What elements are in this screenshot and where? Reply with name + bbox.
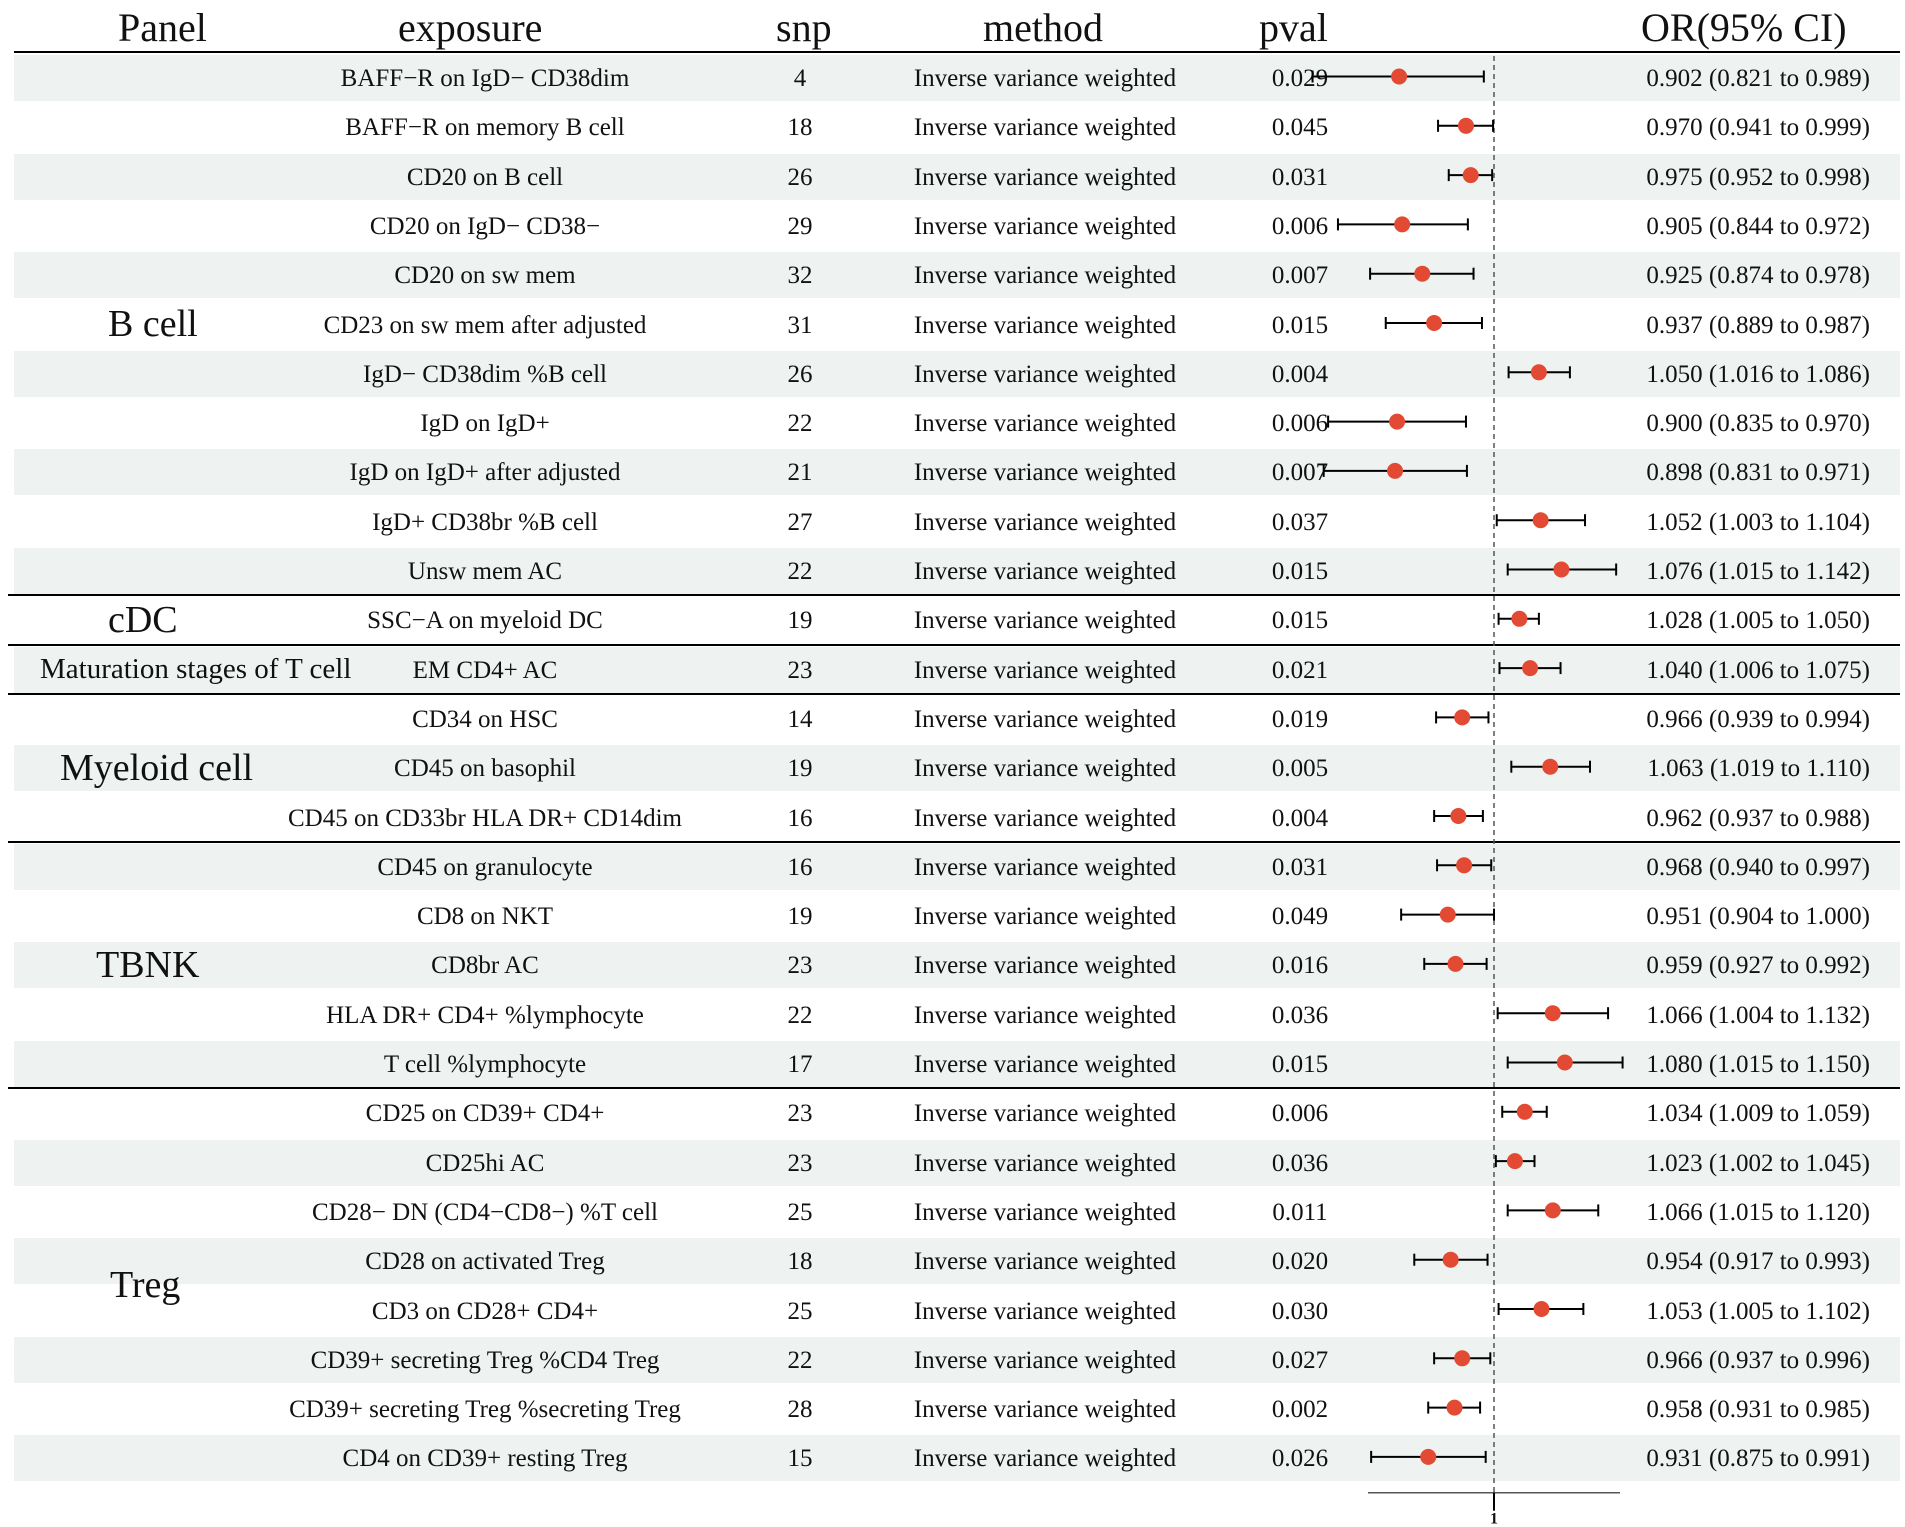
header-panel: Panel <box>118 5 207 50</box>
pval-cell: 0.002 <box>1271 1396 1329 1424</box>
pval-cell: 0.005 <box>1271 755 1329 783</box>
method-cell: Inverse variance weighted <box>913 952 1177 980</box>
point-estimate <box>1545 1005 1561 1021</box>
or-ci-cell: 0.898 (0.831 to 0.971) <box>1646 459 1870 487</box>
snp-cell: 25 <box>787 1198 813 1226</box>
method-cell: Inverse variance weighted <box>913 459 1177 487</box>
point-estimate <box>1533 512 1549 528</box>
method-cell: Inverse variance weighted <box>913 212 1177 240</box>
point-estimate <box>1391 69 1407 85</box>
point-estimate <box>1534 1301 1550 1317</box>
snp-cell: 22 <box>787 1346 813 1374</box>
pval-cell: 0.004 <box>1271 804 1329 832</box>
point-estimate <box>1454 1350 1470 1366</box>
method-cell: Inverse variance weighted <box>913 360 1177 388</box>
pval-cell: 0.004 <box>1271 360 1329 388</box>
pval-cell: 0.015 <box>1271 558 1329 585</box>
snp-cell: 19 <box>787 607 813 635</box>
point-estimate <box>1517 1104 1533 1120</box>
exposure-cell: CD28− DN (CD4−CD8−) %T cell <box>312 1198 658 1226</box>
snp-cell: 18 <box>787 1248 813 1276</box>
exposure-cell: T cell %lymphocyte <box>383 1051 587 1078</box>
snp-cell: 31 <box>787 311 813 339</box>
point-estimate <box>1463 167 1479 183</box>
method-cell: Inverse variance weighted <box>913 1149 1177 1177</box>
point-estimate <box>1557 1055 1573 1071</box>
method-cell: Inverse variance weighted <box>913 804 1177 832</box>
pval-cell: 0.006 <box>1271 212 1329 240</box>
snp-cell: 23 <box>787 1149 813 1177</box>
exposure-cell: HLA DR+ CD4+ %lymphocyte <box>326 1001 644 1029</box>
or-ci-cell: 0.902 (0.821 to 0.989) <box>1646 65 1870 92</box>
point-estimate <box>1443 1252 1459 1268</box>
exposure-cell: IgD on IgD+ <box>420 410 550 438</box>
exposure-cell: Unsw mem AC <box>407 558 563 585</box>
or-ci-cell: 1.080 (1.015 to 1.150) <box>1646 1051 1870 1078</box>
exposure-cell: CD4 on CD39+ resting Treg <box>342 1445 628 1473</box>
pval-cell: 0.029 <box>1271 65 1329 92</box>
point-estimate <box>1458 118 1474 134</box>
pval-cell: 0.006 <box>1271 1100 1329 1128</box>
exposure-cell: IgD on IgD+ after adjusted <box>349 459 621 487</box>
snp-cell: 26 <box>787 163 813 191</box>
snp-cell: 21 <box>787 459 813 487</box>
or-ci-cell: 0.968 (0.940 to 0.997) <box>1646 853 1870 881</box>
pval-cell: 0.006 <box>1271 410 1329 438</box>
header-method: method <box>983 5 1103 50</box>
or-ci-cell: 0.958 (0.931 to 0.985) <box>1646 1396 1870 1424</box>
method-cell: Inverse variance weighted <box>913 262 1177 290</box>
snp-cell: 18 <box>787 114 813 142</box>
exposure-cell: CD8br AC <box>431 952 539 980</box>
panel-label: B cell <box>108 303 198 345</box>
or-ci-cell: 1.023 (1.002 to 1.045) <box>1646 1149 1870 1177</box>
method-cell: Inverse variance weighted <box>913 607 1177 635</box>
pval-cell: 0.015 <box>1271 1051 1329 1078</box>
or-ci-cell: 1.040 (1.006 to 1.075) <box>1646 656 1870 684</box>
method-cell: Inverse variance weighted <box>913 1346 1177 1374</box>
or-ci-cell: 0.954 (0.917 to 0.993) <box>1646 1248 1870 1276</box>
method-cell: Inverse variance weighted <box>913 1445 1177 1473</box>
pval-cell: 0.007 <box>1271 262 1329 290</box>
snp-cell: 28 <box>787 1396 813 1424</box>
or-ci-cell: 0.966 (0.937 to 0.996) <box>1646 1346 1870 1374</box>
or-ci-cell: 1.066 (1.004 to 1.132) <box>1646 1001 1870 1029</box>
or-ci-cell: 1.028 (1.005 to 1.050) <box>1646 607 1870 635</box>
exposure-cell: BAFF−R on IgD− CD38dim <box>340 65 630 92</box>
exposure-cell: CD23 on sw mem after adjusted <box>323 311 647 339</box>
point-estimate <box>1426 315 1442 331</box>
point-estimate <box>1394 216 1410 232</box>
pval-cell: 0.031 <box>1271 853 1329 881</box>
or-ci-cell: 0.951 (0.904 to 1.000) <box>1646 903 1870 931</box>
exposure-cell: CD20 on B cell <box>406 163 564 191</box>
exposure-cell: CD45 on CD33br HLA DR+ CD14dim <box>288 804 682 832</box>
snp-cell: 29 <box>787 212 813 240</box>
or-ci-cell: 1.076 (1.015 to 1.142) <box>1646 558 1870 585</box>
pval-cell: 0.049 <box>1271 903 1329 931</box>
or-ci-cell: 0.959 (0.927 to 0.992) <box>1646 952 1870 980</box>
exposure-cell: IgD+ CD38br %B cell <box>372 508 598 536</box>
pval-cell: 0.036 <box>1271 1001 1329 1029</box>
snp-cell: 25 <box>787 1297 813 1325</box>
point-estimate <box>1387 463 1403 479</box>
method-cell: Inverse variance weighted <box>913 65 1177 92</box>
method-cell: Inverse variance weighted <box>913 1198 1177 1226</box>
exposure-cell: CD39+ secreting Treg %CD4 Treg <box>310 1346 660 1374</box>
panel-label: Maturation stages of T cell <box>40 653 352 686</box>
exposure-cell: CD20 on IgD− CD38− <box>369 212 601 240</box>
exposure-cell: CD25 on CD39+ CD4+ <box>365 1100 605 1128</box>
method-cell: Inverse variance weighted <box>913 903 1177 931</box>
pval-cell: 0.020 <box>1271 1248 1329 1276</box>
pval-cell: 0.037 <box>1271 508 1329 536</box>
snp-cell: 23 <box>787 1100 813 1128</box>
method-cell: Inverse variance weighted <box>913 163 1177 191</box>
point-estimate <box>1531 364 1547 380</box>
point-estimate <box>1414 266 1430 282</box>
point-estimate <box>1507 1153 1523 1169</box>
point-estimate <box>1420 1449 1436 1465</box>
snp-cell: 23 <box>787 656 813 684</box>
method-cell: Inverse variance weighted <box>913 1051 1177 1078</box>
method-cell: Inverse variance weighted <box>913 1297 1177 1325</box>
exposure-cell: CD39+ secreting Treg %secreting Treg <box>289 1396 681 1424</box>
or-ci-cell: 1.053 (1.005 to 1.102) <box>1646 1297 1870 1325</box>
x-axis-tick-label: 1 <box>1490 1510 1498 1527</box>
pval-cell: 0.016 <box>1271 952 1329 980</box>
point-estimate <box>1454 709 1470 725</box>
point-estimate <box>1522 660 1538 676</box>
exposure-cell: CD25hi AC <box>425 1149 545 1177</box>
point-estimate <box>1450 808 1466 824</box>
pval-cell: 0.007 <box>1271 459 1329 487</box>
exposure-cell: CD8 on NKT <box>416 903 554 931</box>
pval-cell: 0.015 <box>1271 311 1329 339</box>
panel-label: Myeloid cell <box>60 746 254 789</box>
snp-cell: 4 <box>793 65 807 92</box>
point-estimate <box>1511 611 1527 627</box>
exposure-cell: CD20 on sw mem <box>394 262 576 290</box>
or-ci-cell: 1.063 (1.019 to 1.110) <box>1647 755 1870 783</box>
snp-cell: 15 <box>787 1445 813 1473</box>
pval-cell: 0.027 <box>1271 1346 1329 1374</box>
method-cell: Inverse variance weighted <box>913 508 1177 536</box>
or-ci-cell: 0.966 (0.939 to 0.994) <box>1646 705 1870 733</box>
method-cell: Inverse variance weighted <box>913 705 1177 733</box>
or-ci-cell: 0.905 (0.844 to 0.972) <box>1646 212 1870 240</box>
pval-cell: 0.036 <box>1271 1149 1329 1177</box>
panel-label: Treg <box>110 1264 181 1307</box>
snp-cell: 14 <box>787 705 813 733</box>
header-or-ci: OR(95% CI) <box>1641 5 1847 50</box>
method-cell: Inverse variance weighted <box>913 1396 1177 1424</box>
snp-cell: 22 <box>787 1001 813 1029</box>
or-ci-cell: 0.970 (0.941 to 0.999) <box>1646 114 1870 142</box>
snp-cell: 16 <box>787 853 813 881</box>
method-cell: Inverse variance weighted <box>913 558 1177 585</box>
snp-cell: 16 <box>787 804 813 832</box>
pval-cell: 0.045 <box>1271 114 1329 142</box>
or-ci-cell: 0.975 (0.952 to 0.998) <box>1646 163 1870 191</box>
or-ci-cell: 0.925 (0.874 to 0.978) <box>1646 262 1870 290</box>
header-pval: pval <box>1259 5 1328 50</box>
method-cell: Inverse variance weighted <box>913 755 1177 783</box>
snp-cell: 17 <box>787 1051 813 1078</box>
or-ci-cell: 0.900 (0.835 to 0.970) <box>1646 410 1870 438</box>
point-estimate <box>1553 562 1569 578</box>
method-cell: Inverse variance weighted <box>913 1100 1177 1128</box>
or-ci-cell: 1.050 (1.016 to 1.086) <box>1646 360 1870 388</box>
pval-cell: 0.026 <box>1271 1445 1329 1473</box>
pval-cell: 0.030 <box>1271 1297 1329 1325</box>
point-estimate <box>1545 1202 1561 1218</box>
snp-cell: 22 <box>787 558 813 585</box>
exposure-cell: SSC−A on myeloid DC <box>367 607 603 635</box>
exposure-cell: CD3 on CD28+ CD4+ <box>371 1297 599 1325</box>
header-snp: snp <box>776 5 832 50</box>
or-ci-cell: 0.937 (0.889 to 0.987) <box>1646 311 1870 339</box>
panel-label: TBNK <box>96 943 200 986</box>
pval-cell: 0.011 <box>1272 1198 1328 1226</box>
point-estimate <box>1440 907 1456 923</box>
pval-cell: 0.019 <box>1271 705 1329 733</box>
exposure-cell: CD28 on activated Treg <box>365 1248 605 1276</box>
header-exposure: exposure <box>398 5 543 50</box>
method-cell: Inverse variance weighted <box>913 656 1177 684</box>
method-cell: Inverse variance weighted <box>913 853 1177 881</box>
exposure-cell: CD45 on granulocyte <box>377 853 593 881</box>
method-cell: Inverse variance weighted <box>913 410 1177 438</box>
pval-cell: 0.021 <box>1271 656 1329 684</box>
snp-cell: 32 <box>787 262 813 290</box>
point-estimate <box>1447 956 1463 972</box>
exposure-cell: IgD− CD38dim %B cell <box>363 360 607 388</box>
or-ci-cell: 1.052 (1.003 to 1.104) <box>1646 508 1870 536</box>
snp-cell: 27 <box>787 508 813 536</box>
exposure-cell: CD34 on HSC <box>412 705 558 733</box>
pval-cell: 0.031 <box>1271 163 1329 191</box>
method-cell: Inverse variance weighted <box>913 114 1177 142</box>
or-ci-cell: 0.931 (0.875 to 0.991) <box>1646 1445 1870 1473</box>
snp-cell: 22 <box>787 410 813 438</box>
point-estimate <box>1447 1400 1463 1416</box>
point-estimate <box>1389 414 1405 430</box>
method-cell: Inverse variance weighted <box>913 1248 1177 1276</box>
snp-cell: 26 <box>787 360 813 388</box>
or-ci-cell: 0.962 (0.937 to 0.988) <box>1646 804 1870 832</box>
exposure-cell: EM CD4+ AC <box>412 656 558 684</box>
snp-cell: 23 <box>787 952 813 980</box>
point-estimate <box>1542 759 1558 775</box>
exposure-cell: BAFF−R on memory B cell <box>345 114 625 142</box>
point-estimate <box>1456 857 1472 873</box>
snp-cell: 19 <box>787 755 813 783</box>
method-cell: Inverse variance weighted <box>913 311 1177 339</box>
exposure-cell: CD45 on basophil <box>394 755 576 783</box>
method-cell: Inverse variance weighted <box>913 1001 1177 1029</box>
or-ci-cell: 1.066 (1.015 to 1.120) <box>1646 1198 1870 1226</box>
or-ci-cell: 1.034 (1.009 to 1.059) <box>1646 1100 1870 1128</box>
snp-cell: 19 <box>787 903 813 931</box>
panel-label: cDC <box>108 598 178 641</box>
pval-cell: 0.015 <box>1271 607 1329 635</box>
